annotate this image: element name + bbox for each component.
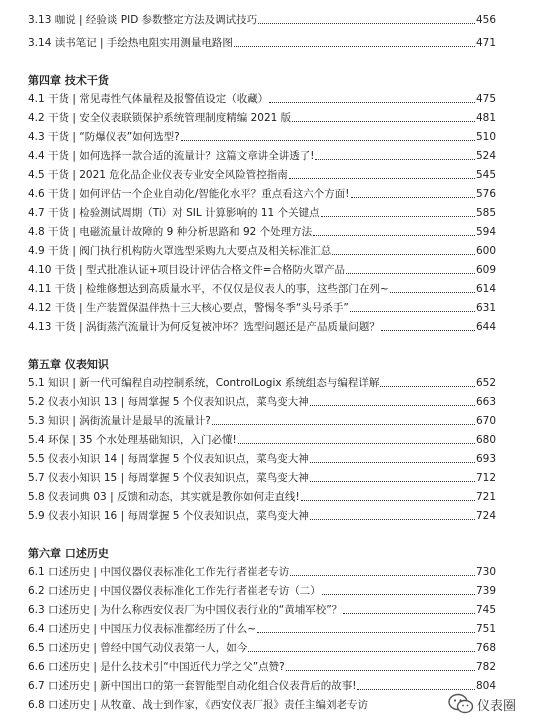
toc-entry xyxy=(28,317,496,334)
toc-entry-title: 4.9 干货 | 阀门执行机构防火罩选型采购九大要点及相关标准汇总 xyxy=(28,245,332,257)
dot-leader xyxy=(310,481,475,482)
toc-entry-page: 524 xyxy=(475,150,496,162)
chapter-heading: 第六章 口述历史 xyxy=(28,547,109,560)
toc-entry-title: 4.4 干货 | 如何选择一款合适的流量计？这篇文章讲全讲透了! xyxy=(28,150,315,162)
toc-entry-title: 6.5 口述历史 | 曾经中国气动仪表第一人，如今 xyxy=(28,642,248,654)
toc-entry-page: 631 xyxy=(475,302,496,314)
toc-entry xyxy=(28,222,496,239)
dot-leader xyxy=(234,46,475,47)
toc-entry-page: 475 xyxy=(475,93,496,105)
toc-entry xyxy=(28,165,496,182)
toc-entry-title: 5.5 仪表小知识 14 | 每周掌握 5 个仪表知识点，菜鸟变大神 xyxy=(28,453,309,465)
toc-entry-title: 4.3 干货 | “防爆仪表”如何选型? xyxy=(28,131,180,143)
toc-entry-page: 510 xyxy=(475,131,496,143)
toc-entry-title: 4.5 干货 | 2021 危化品企业仪表专业安全风险管控指南 xyxy=(28,169,288,181)
dot-leader xyxy=(315,159,474,160)
toc-entry-title: 4.6 干货 | 如何评估一个企业自动化/智能化水平？重点看这六个方面! xyxy=(28,188,350,200)
dot-leader xyxy=(322,594,475,595)
toc-entry-title: 6.2 口述历史 | 中国仪器仪表标准化工作先行者崔老专访（二） xyxy=(28,585,321,597)
toc-entry-page: 670 xyxy=(475,415,496,427)
toc-entry-title: 6.4 口述历史 | 中国压力仪表标准都经历了什么~ xyxy=(28,623,257,635)
dot-leader xyxy=(212,424,475,425)
toc-entry-title: 5.4 环保 | 35 个水处理基础知识，入门必懂! xyxy=(28,434,237,446)
toc-entry-title: 4.1 干货 | 常见毒性气体量程及报警值设定（收藏） xyxy=(28,93,269,105)
toc-entry-title: 5.3 知识 | 涡街流量计是最早的流量计? xyxy=(28,415,211,427)
dot-leader xyxy=(181,140,475,141)
dot-leader xyxy=(301,500,475,501)
toc-entry-title: 5.2 仪表小知识 13 | 每周掌握 5 个仪表知识点，菜鸟变大神 xyxy=(28,396,309,408)
toc-entry-page: 585 xyxy=(475,207,496,219)
toc-entry-page: 471 xyxy=(475,37,496,49)
toc-entry-title: 4.8 干货 | 电磁流量计故障的 9 种分析思路和 92 个处理方法 xyxy=(28,226,313,238)
dot-leader xyxy=(350,311,475,312)
toc-entry-title: 6.1 口述历史 | 中国仪器仪表标准化工作先行者崔老专访 xyxy=(28,566,290,578)
toc-entry-title: 6.3 口述历史 | 为什么称西安仪表厂为中国仪表行业的“黄埔军校”？ xyxy=(28,604,343,616)
toc-entry-page: 693 xyxy=(475,453,496,465)
toc-entry xyxy=(28,203,496,220)
dot-leader xyxy=(286,670,475,671)
dot-leader xyxy=(332,254,475,255)
toc-entry-page: 712 xyxy=(475,472,496,484)
toc-entry-page: 768 xyxy=(475,642,496,654)
toc-entry-page: 481 xyxy=(475,112,496,124)
dot-leader xyxy=(269,102,475,103)
toc-entry-title: 6.6 口述历史 | 是什么技术引“中国近代力学之父”点赞? xyxy=(28,661,285,673)
toc-entry-page: 745 xyxy=(475,604,496,616)
toc-entry xyxy=(28,373,496,390)
toc-entry-page: 721 xyxy=(475,491,496,503)
dot-leader xyxy=(310,462,475,463)
dot-leader xyxy=(258,23,475,24)
toc-entry-title: 4.12 干货 | 生产装置保温伴热十三大核心要点，警惕冬季“头号杀手” xyxy=(28,302,349,314)
dot-leader xyxy=(248,651,475,652)
toc-entry-page: 739 xyxy=(475,585,496,597)
dot-leader xyxy=(292,121,475,122)
toc-entry-page: 782 xyxy=(475,661,496,673)
toc-entry xyxy=(28,89,496,106)
toc-entry xyxy=(28,279,496,296)
dot-leader xyxy=(257,632,475,633)
toc-entry-page: 663 xyxy=(475,396,496,408)
toc-entry xyxy=(28,260,496,277)
dot-leader xyxy=(346,273,475,274)
toc-entry-page: 456 xyxy=(475,14,496,26)
toc-entry-page: 724 xyxy=(475,510,496,522)
toc-entry-title: 4.11 干货 | 检维修想达到高质量水平，不仅仅是仪表人的事，这些部门在列~ xyxy=(28,283,389,295)
watermark-text: 仪表圈 xyxy=(477,698,517,714)
dot-leader xyxy=(310,519,475,520)
toc-entry xyxy=(28,127,496,144)
toc-entry-title: 5.7 仪表小知识 15 | 每周掌握 5 个仪表知识点，菜鸟变大神 xyxy=(28,472,309,484)
toc-entry-page: 600 xyxy=(475,245,496,257)
toc-entry-title: 5.8 仪表词典 03 | 反馈和动态，其实就是教你如何走直线! xyxy=(28,491,300,503)
chapter-heading: 第五章 仪表知识 xyxy=(28,358,109,371)
toc-entry xyxy=(28,392,496,409)
toc-entry xyxy=(28,581,496,598)
toc-entry-title: 4.2 干货 | 安全仪表联锁保护系统管理制度精编 2021 版 xyxy=(28,112,292,124)
toc-entry xyxy=(28,411,496,428)
toc-entry-page: 804 xyxy=(475,680,496,692)
toc-entry xyxy=(28,430,496,447)
toc-entry xyxy=(28,657,496,674)
toc-entry xyxy=(28,506,496,523)
dot-leader xyxy=(321,216,475,217)
toc-entry-page: 751 xyxy=(475,623,496,635)
toc-entry xyxy=(28,33,496,50)
dot-leader xyxy=(351,197,475,198)
toc-entry-page: 614 xyxy=(475,283,496,295)
toc-entry-page: 545 xyxy=(475,169,496,181)
toc-entry-title: 4.10 干货 | 型式批准认证+项目设计评估合格文件=合格防火罩产品 xyxy=(28,264,346,276)
toc-entry xyxy=(28,676,496,693)
dot-leader xyxy=(290,575,475,576)
toc-entry xyxy=(28,487,496,504)
toc-entry-page: 680 xyxy=(475,434,496,446)
toc-entry xyxy=(28,619,496,636)
toc-entry-title: 3.13 咖说 | 经验谈 PID 参数整定方法及调试技巧 xyxy=(28,14,258,26)
dot-leader xyxy=(238,443,475,444)
toc-entry-page: 576 xyxy=(475,188,496,200)
toc-entry xyxy=(28,638,496,655)
dot-leader xyxy=(343,613,475,614)
toc-entry-title: 3.14 读书笔记 | 手绘热电阻实用测量电路图 xyxy=(28,37,233,49)
toc-entry xyxy=(28,10,496,27)
toc-entry-title: 6.8 口述历史 | 从牧童、战士到作家，《西安仪表厂报》责任主编刘老专访 xyxy=(28,699,368,711)
toc-entry-page: 609 xyxy=(475,264,496,276)
wechat-watermark xyxy=(448,690,548,718)
dot-leader xyxy=(381,330,475,331)
toc-entry xyxy=(28,449,496,466)
toc-entry-page: 594 xyxy=(475,226,496,238)
toc-entry-title: 6.7 口述历史 | 新中国出口的第一套智能型自动化组合仪表背后的故事! xyxy=(28,680,357,692)
toc-entry xyxy=(28,108,496,125)
toc-entry-title: 4.13 干货 | 涡街蒸汽流量计为何反复被冲坏？选型问题还是产品质量问题？ xyxy=(28,321,380,333)
dot-leader xyxy=(289,178,475,179)
dot-leader xyxy=(313,235,475,236)
toc-entry-page: 644 xyxy=(475,321,496,333)
toc-entry-page: 730 xyxy=(475,566,496,578)
toc-entry xyxy=(28,184,496,201)
toc-entry xyxy=(28,562,496,579)
toc-entry xyxy=(28,468,496,485)
toc-entry-title: 5.1 知识 | 新一代可编程自动控制系统，ControlLogix 系统组态与编程详解 xyxy=(28,377,380,389)
dot-leader xyxy=(390,292,475,293)
toc-entry xyxy=(28,695,438,712)
toc-entry xyxy=(28,298,496,315)
toc-entry xyxy=(28,241,496,258)
wechat-logo-icon xyxy=(448,693,474,715)
toc-entry-title: 4.7 干货 | 检验测试周期（Ti）对 SIL 计算影响的 11 个关键点 xyxy=(28,207,320,219)
chapter-heading: 第四章 技术干货 xyxy=(28,74,109,87)
dot-leader xyxy=(310,405,475,406)
toc-entry-page: 652 xyxy=(475,377,496,389)
toc-entry xyxy=(28,146,496,163)
toc-entry-title: 5.9 仪表小知识 16 | 每周掌握 5 个仪表知识点，菜鸟变大神 xyxy=(28,510,309,522)
dot-leader xyxy=(380,386,475,387)
toc-entry xyxy=(28,600,496,617)
